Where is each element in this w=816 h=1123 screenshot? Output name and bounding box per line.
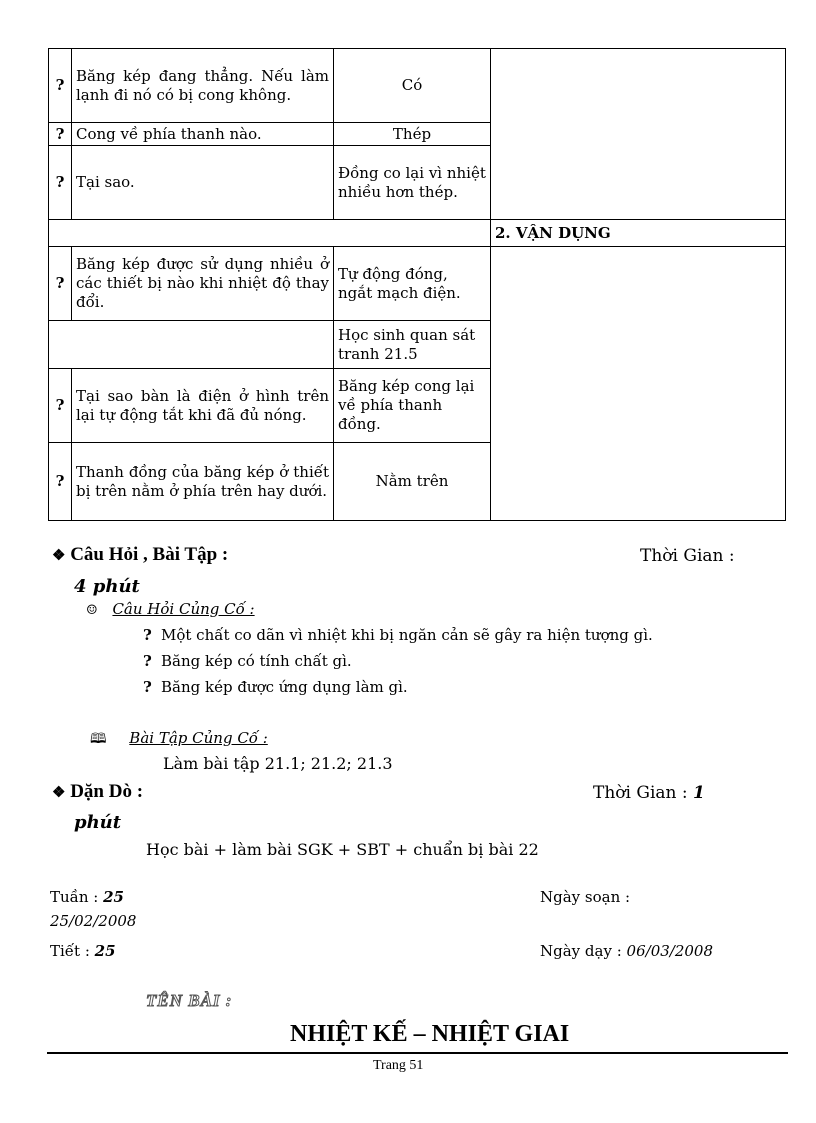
section-heading: 2. VẬN DỤNG bbox=[491, 220, 786, 247]
question-mark-icon: ? bbox=[49, 146, 72, 220]
diamond-bullet-icon: ❖ bbox=[52, 785, 66, 801]
dan-do-heading: ❖ Dặn Dò : bbox=[52, 781, 144, 802]
bai-tap-heading: 🕮 Bài Tập Củng Cố : bbox=[90, 729, 268, 747]
teacher-question: Thanh đồng của băng kép ở thiết bị trên nằm ở phía trên hay dưới. bbox=[72, 443, 334, 521]
book-icon: 🕮 bbox=[90, 731, 107, 747]
teacher-question: Tại sao bàn là điện ở hình trên lại tự động tắt khi đã đủ nóng. bbox=[72, 369, 334, 443]
student-answer: Có bbox=[334, 49, 491, 123]
table-row bbox=[49, 49, 786, 123]
empty-cell bbox=[49, 321, 334, 369]
list-item: ? Băng kép có tính chất gì. bbox=[143, 652, 352, 670]
question-mark-icon: ? bbox=[49, 123, 72, 146]
question-mark-icon: ? bbox=[49, 247, 72, 321]
teacher-question: Cong về phía thanh nào. bbox=[72, 123, 334, 146]
page-number: Trang 51 bbox=[373, 1058, 424, 1073]
ten-bai-label: TÊN BÀI : bbox=[146, 991, 233, 1010]
notes-cell bbox=[491, 49, 786, 220]
question-mark-icon: ? bbox=[49, 369, 72, 443]
teacher-question: Tại sao. bbox=[72, 146, 334, 220]
diamond-bullet-icon: ❖ bbox=[52, 548, 66, 564]
dan-do-text: Học bài + làm bài SGK + SBT + chuẩn bị bài 22 bbox=[146, 840, 539, 859]
student-answer: Băng kép cong lại về phía thanh đồng. bbox=[334, 369, 491, 443]
question-mark-icon: ? bbox=[143, 626, 152, 644]
list-item: ? Băng kép được ứng dụng làm gì. bbox=[143, 678, 408, 696]
question-mark-icon: ? bbox=[143, 652, 152, 670]
student-activity: Học sinh quan sát tranh 21.5 bbox=[334, 321, 491, 369]
question-mark-icon: ? bbox=[49, 443, 72, 521]
ngay-day-line: Ngày dạy : 06/03/2008 bbox=[540, 942, 714, 960]
question-mark-icon: ? bbox=[143, 678, 152, 696]
cau-hoi-time-label: Thời Gian : bbox=[640, 546, 735, 566]
teacher-question: Băng kép được sử dụng nhiều ở các thiết bị nào khi nhiệt độ thay đổi. bbox=[72, 247, 334, 321]
table-row bbox=[49, 247, 786, 321]
student-answer: Đồng co lại vì nhiệt nhiều hơn thép. bbox=[334, 146, 491, 220]
lesson-title: NHIỆT KẾ – NHIỆT GIAI bbox=[290, 1021, 570, 1047]
cau-hoi-heading: ❖ Câu Hỏi , Bài Tập : bbox=[52, 544, 229, 565]
dan-do-time: Thời Gian : 1 bbox=[593, 783, 705, 803]
ngay-soan-label: Ngày soạn : bbox=[540, 888, 631, 906]
list-item: ? Một chất co dãn vì nhiệt khi bị ngăn cản sẽ gây ra hiện tượng gì. bbox=[143, 626, 653, 644]
footer-divider bbox=[47, 1052, 788, 1054]
teacher-question: Băng kép đang thẳng. Nếu làm lạnh đi nó có bị cong không. bbox=[72, 49, 334, 123]
tuan-line: Tuần : 25 bbox=[50, 888, 124, 906]
cau-hoi-time-value: 4 phút bbox=[74, 576, 140, 597]
smiley-icon: ☺ bbox=[86, 603, 98, 618]
student-answer: Nằm trên bbox=[334, 443, 491, 521]
tiet-line: Tiết : 25 bbox=[50, 942, 116, 960]
date-soan: 25/02/2008 bbox=[50, 912, 137, 930]
question-mark-icon: ? bbox=[49, 49, 72, 123]
empty-cell bbox=[49, 220, 491, 247]
bai-tap-text: Làm bài tập 21.1; 21.2; 21.3 bbox=[163, 754, 393, 773]
table-row bbox=[49, 220, 786, 247]
dan-do-time-unit: phút bbox=[74, 812, 122, 833]
student-answer: Thép bbox=[334, 123, 491, 146]
lesson-table bbox=[48, 48, 786, 521]
student-answer: Tự động đóng, ngắt mạch điện. bbox=[334, 247, 491, 321]
notes-cell bbox=[491, 247, 786, 521]
cung-co-heading: ☺ Câu Hỏi Củng Cố : bbox=[86, 600, 255, 618]
